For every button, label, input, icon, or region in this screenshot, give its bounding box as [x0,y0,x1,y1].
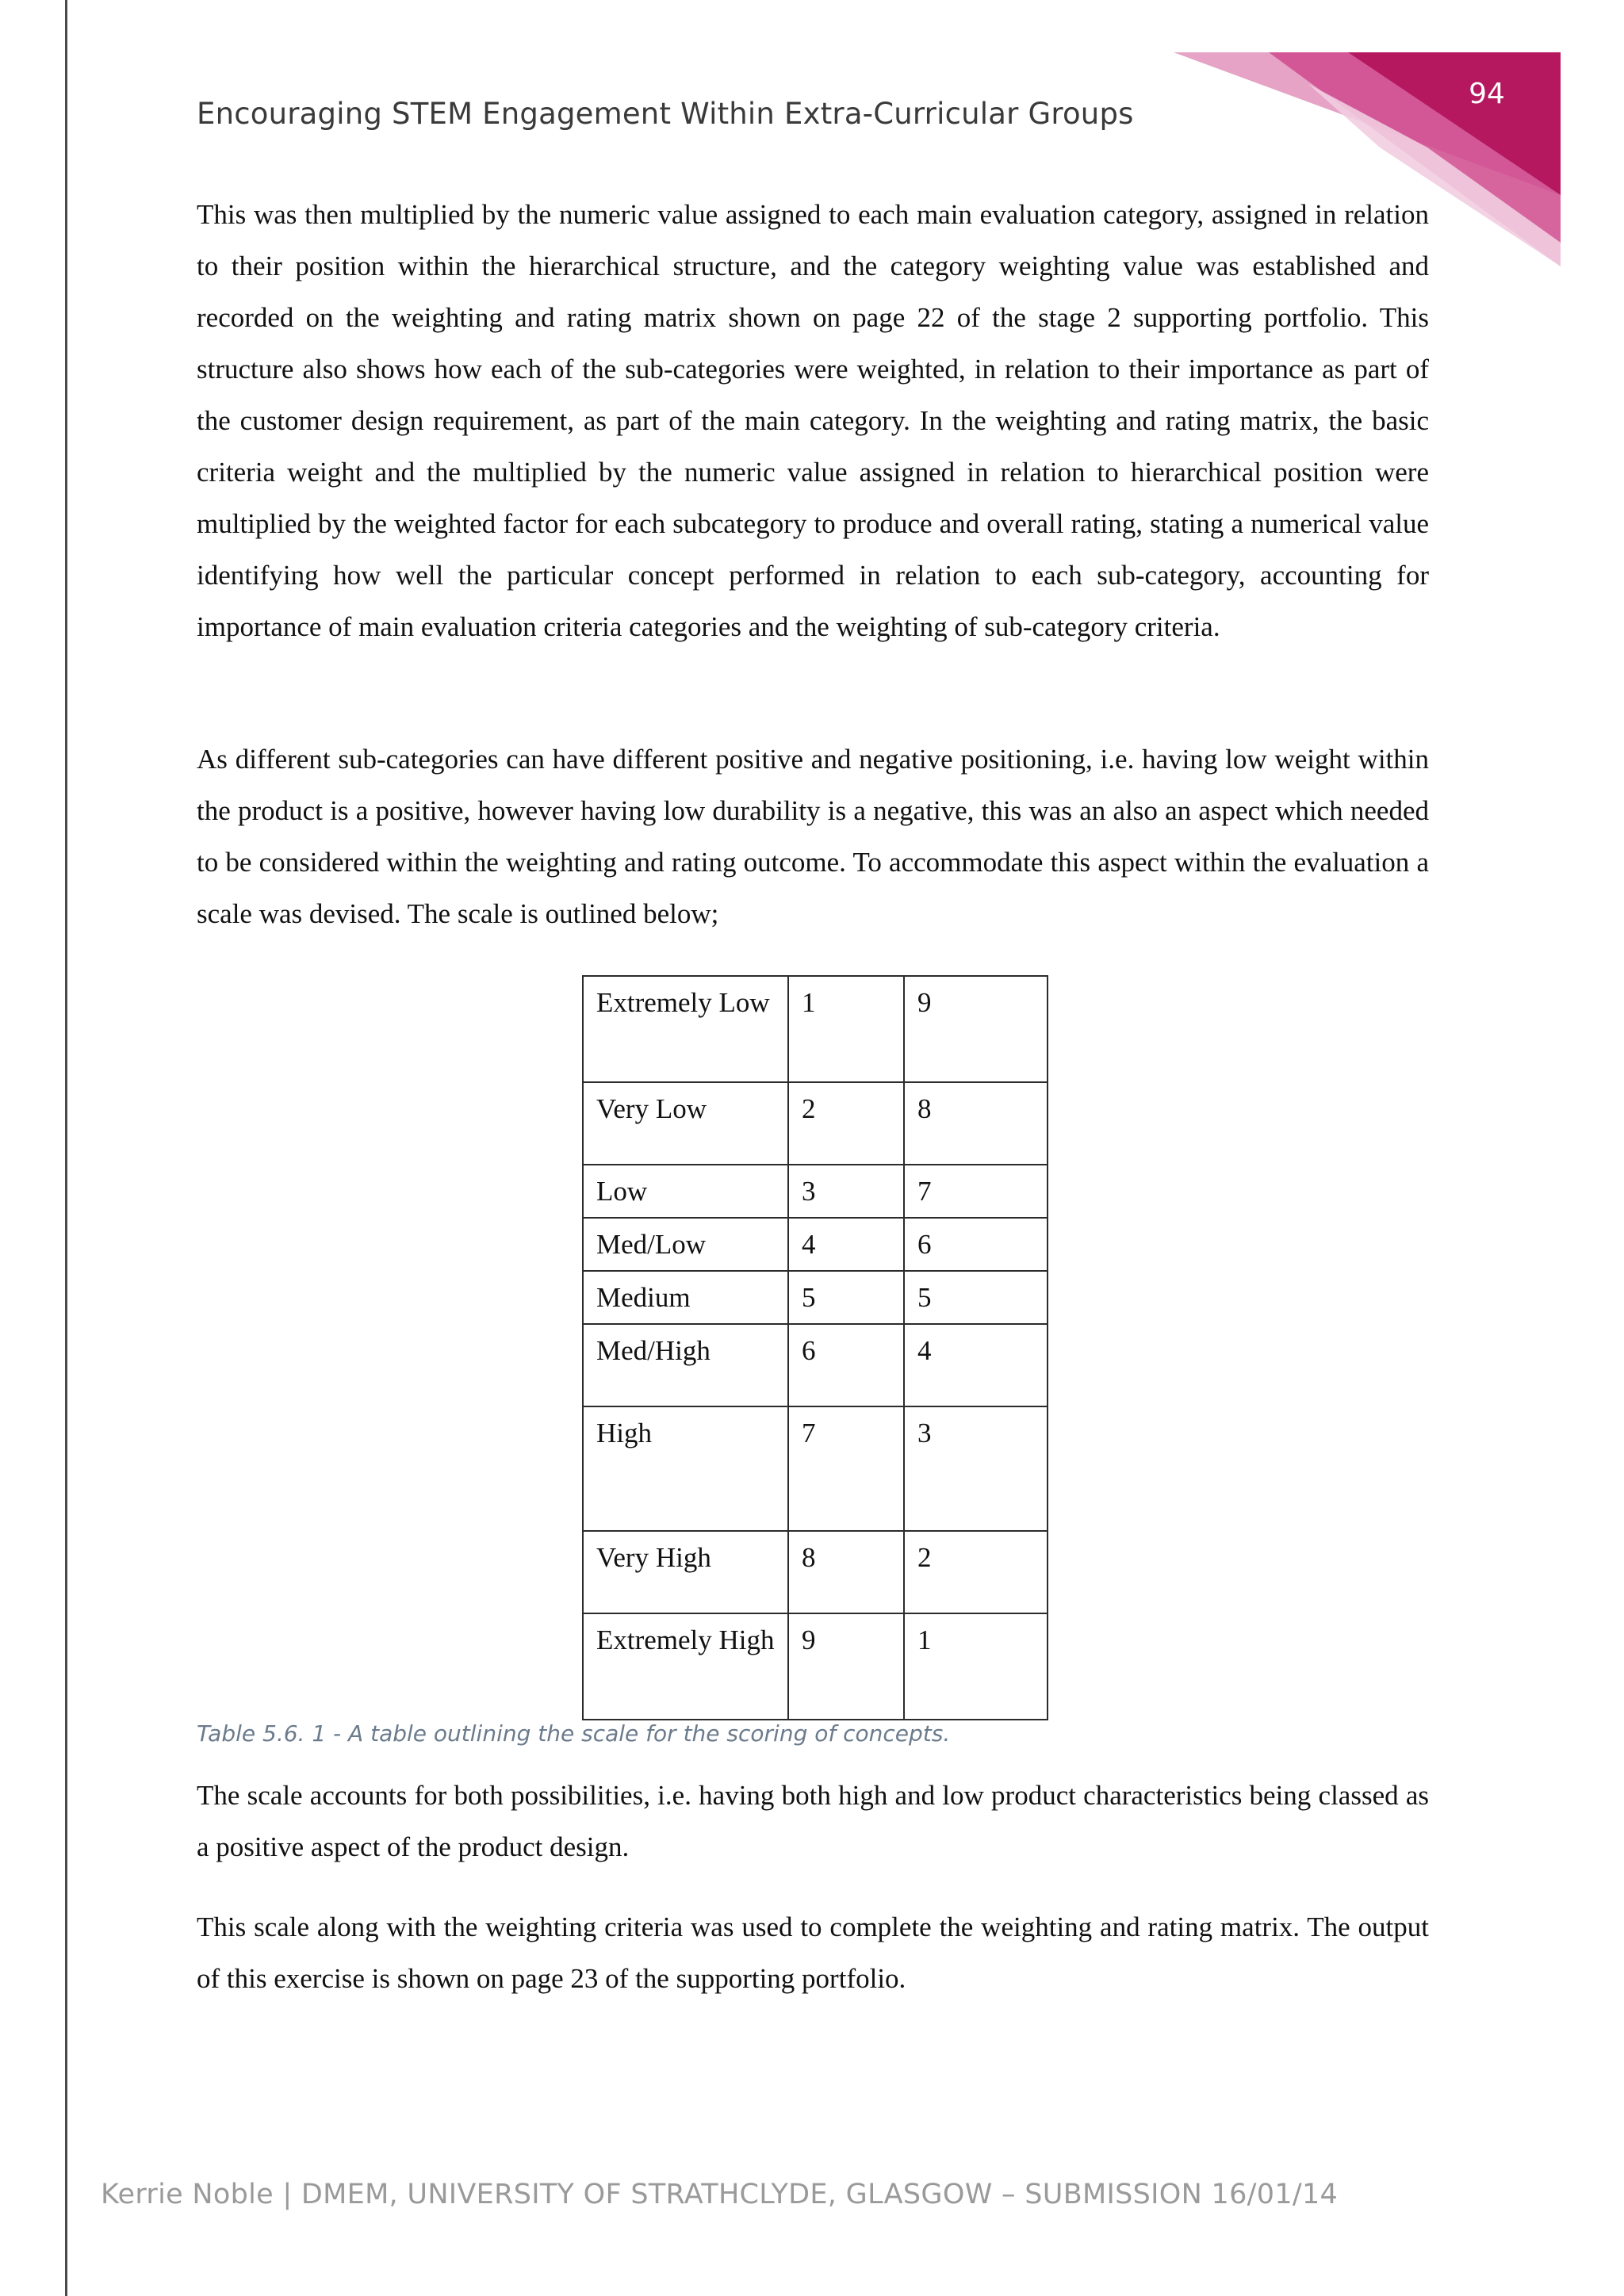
page-number: 94 [1469,78,1505,110]
scoring-scale-table [582,975,1048,1720]
body-paragraph: This was then multiplied by the numeric value assigned to each main evaluation category, assigned in relation to their position within the hierarchical structure, and the category weighting value was established and recorded on the weighting and rating matrix shown on page 22 of the stage 2 supporting portfolio. This structure also shows how each of the sub-categories were weighted, in relation to their importance as part of the customer design requirement, as part of the main category. In the weighting and rating matrix, the basic criteria weight and the multiplied by the numeric value assigned in relation to hierarchical position were multiplied by the weighted factor for each subcategory to produce and overall rating, stating a numerical value identifying how well the particular concept performed in relation to each sub-category, accounting for importance of main evaluation criteria categories and the weighting of sub-category criteria. [197,199,1429,642]
table-row [583,1165,1048,1218]
body-paragraph: The scale accounts for both possibilities, i.e. having both high and low product characteristics being classed as a positive aspect of the product design. [197,1780,1429,1862]
scale-high-score-cell: 1 [904,1613,1048,1720]
scale-label-cell: Med/Low [583,1218,788,1271]
page-footer: Kerrie Noble | DMEM, UNIVERSITY OF STRATHCLYDE, GLASGOW – SUBMISSION 16/01/14 [101,2179,1339,2210]
scale-low-score-cell: 9 [788,1613,904,1720]
scale-high-score-cell: 4 [904,1324,1048,1406]
scale-low-score-cell: 8 [788,1531,904,1613]
table-row [583,1531,1048,1613]
scale-high-score-cell: 5 [904,1271,1048,1324]
scale-low-score-cell: 4 [788,1218,904,1271]
scale-low-score-cell: 3 [788,1165,904,1218]
left-margin-rule [65,0,67,2296]
scale-low-score-cell: 6 [788,1324,904,1406]
scale-label-cell: Medium [583,1271,788,1324]
scale-low-score-cell: 2 [788,1082,904,1165]
scale-low-score-cell: 1 [788,976,904,1082]
scale-high-score-cell: 7 [904,1165,1048,1218]
scale-high-score-cell: 9 [904,976,1048,1082]
scale-high-score-cell: 6 [904,1218,1048,1271]
scale-label-cell: High [583,1406,788,1531]
scale-high-score-cell: 8 [904,1082,1048,1165]
running-header-title: Encouraging STEM Engagement Within Extra-Curricular Groups [197,97,1134,131]
table-row [583,1271,1048,1324]
scale-high-score-cell: 3 [904,1406,1048,1531]
scale-label-cell: Very High [583,1531,788,1613]
table-row [583,1082,1048,1165]
table-caption: Table 5.6. 1 - A table outlining the scale for the scoring of concepts. [197,1720,951,1747]
scale-label-cell: Low [583,1165,788,1218]
scale-low-score-cell: 7 [788,1406,904,1531]
body-paragraph: This scale along with the weighting criteria was used to complete the weighting and rating matrix. The output of this exercise is shown on page 23 of the supporting portfolio. [197,1911,1429,1994]
scale-label-cell: Extremely High [583,1613,788,1720]
scale-label-cell: Very Low [583,1082,788,1165]
table-row [583,1613,1048,1720]
table-row [583,1218,1048,1271]
table-row [583,1324,1048,1406]
table-row [583,976,1048,1082]
scale-low-score-cell: 5 [788,1271,904,1324]
scale-label-cell: Extremely Low [583,976,788,1082]
body-paragraph: As different sub-categories can have different positive and negative positioning, i.e. having low weight within the product is a positive, however having low durability is a negative, this was an also an aspect which needed to be considered within the weighting and rating outcome. To accommodate this aspect within the evaluation a scale was devised. The scale is outlined below; [197,744,1429,929]
scale-label-cell: Med/High [583,1324,788,1406]
table-row [583,1406,1048,1531]
scale-high-score-cell: 2 [904,1531,1048,1613]
